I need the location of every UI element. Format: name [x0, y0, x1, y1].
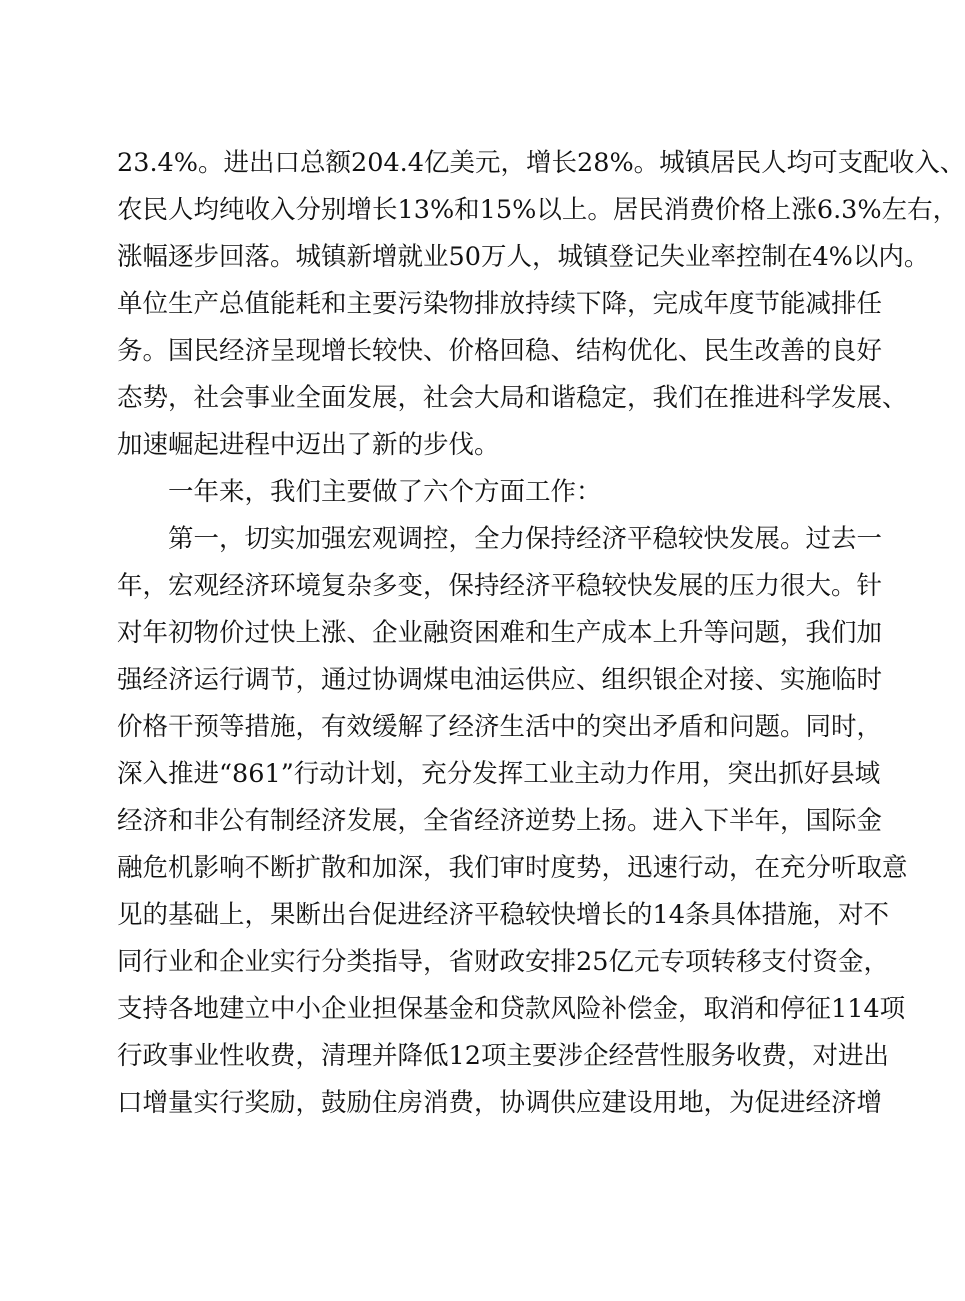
text-line: 深入推进“861”行动计划，充分发挥工业主动力作用，突出抓好县域 — [117, 759, 881, 789]
paragraph-start: 第一，切实加强宏观调控，全力保持经济平稳较快发展。过去一 — [168, 524, 883, 554]
body-text — [117, 140, 965, 1127]
text-line: 年，宏观经济环境复杂多变，保持经济平稳较快发展的压力很大。针 — [117, 571, 883, 601]
text-line: 农民人均纯收入分别增长13%和15%以上。居民消费价格上涨6.3%左右， — [117, 195, 959, 225]
text-line: 价格干预等措施，有效缓解了经济生活中的突出矛盾和问题。同时， — [117, 712, 883, 742]
text-line: 同行业和企业实行分类指导，省财政安排25亿元专项转移支付资金， — [117, 947, 889, 977]
text-line: 支持各地建立中小企业担保基金和贷款风险补偿金，取消和停征114项 — [117, 994, 906, 1024]
text-line: 见的基础上，果断出台促进经济平稳较快增长的14条具体措施，对不 — [117, 900, 889, 930]
text-line: 加速崛起进程中迈出了新的步伐。 — [117, 430, 500, 460]
text-line: 口增量实行奖励，鼓励住房消费，协调供应建设用地，为促进经济增 — [117, 1088, 883, 1118]
text-line: 单位生产总值能耗和主要污染物排放持续下降，完成年度节能减排任 — [117, 289, 883, 319]
text-line: 强经济运行调节，通过协调煤电油运供应、组织银企对接、实施临时 — [117, 665, 883, 695]
text-line: 经济和非公有制经济发展，全省经济逆势上扬。进入下半年，国际金 — [117, 806, 883, 836]
text-line: 务。国民经济呈现增长较快、价格回稳、结构优化、民生改善的良好 — [117, 336, 883, 366]
text-line: 态势，社会事业全面发展，社会大局和谐稳定，我们在推进科学发展、 — [117, 383, 908, 413]
text-line: 涨幅逐步回落。城镇新增就业50万人，城镇登记失业率控制在4%以内。 — [117, 242, 930, 272]
text-line: 融危机影响不断扩散和加深，我们审时度势，迅速行动，在充分听取意 — [117, 853, 908, 883]
text-line: 对年初物价过快上涨、企业融资困难和生产成本上升等问题，我们加 — [117, 618, 883, 648]
text-line: 23.4%。进出口总额204.4亿美元，增长28%。城镇居民人均可支配收入、 — [117, 148, 965, 178]
text-line: 行政事业性收费，清理并降低12项主要涉企经营性服务收费，对进出 — [117, 1041, 889, 1071]
paragraph-start: 一年来，我们主要做了六个方面工作： — [168, 477, 602, 507]
